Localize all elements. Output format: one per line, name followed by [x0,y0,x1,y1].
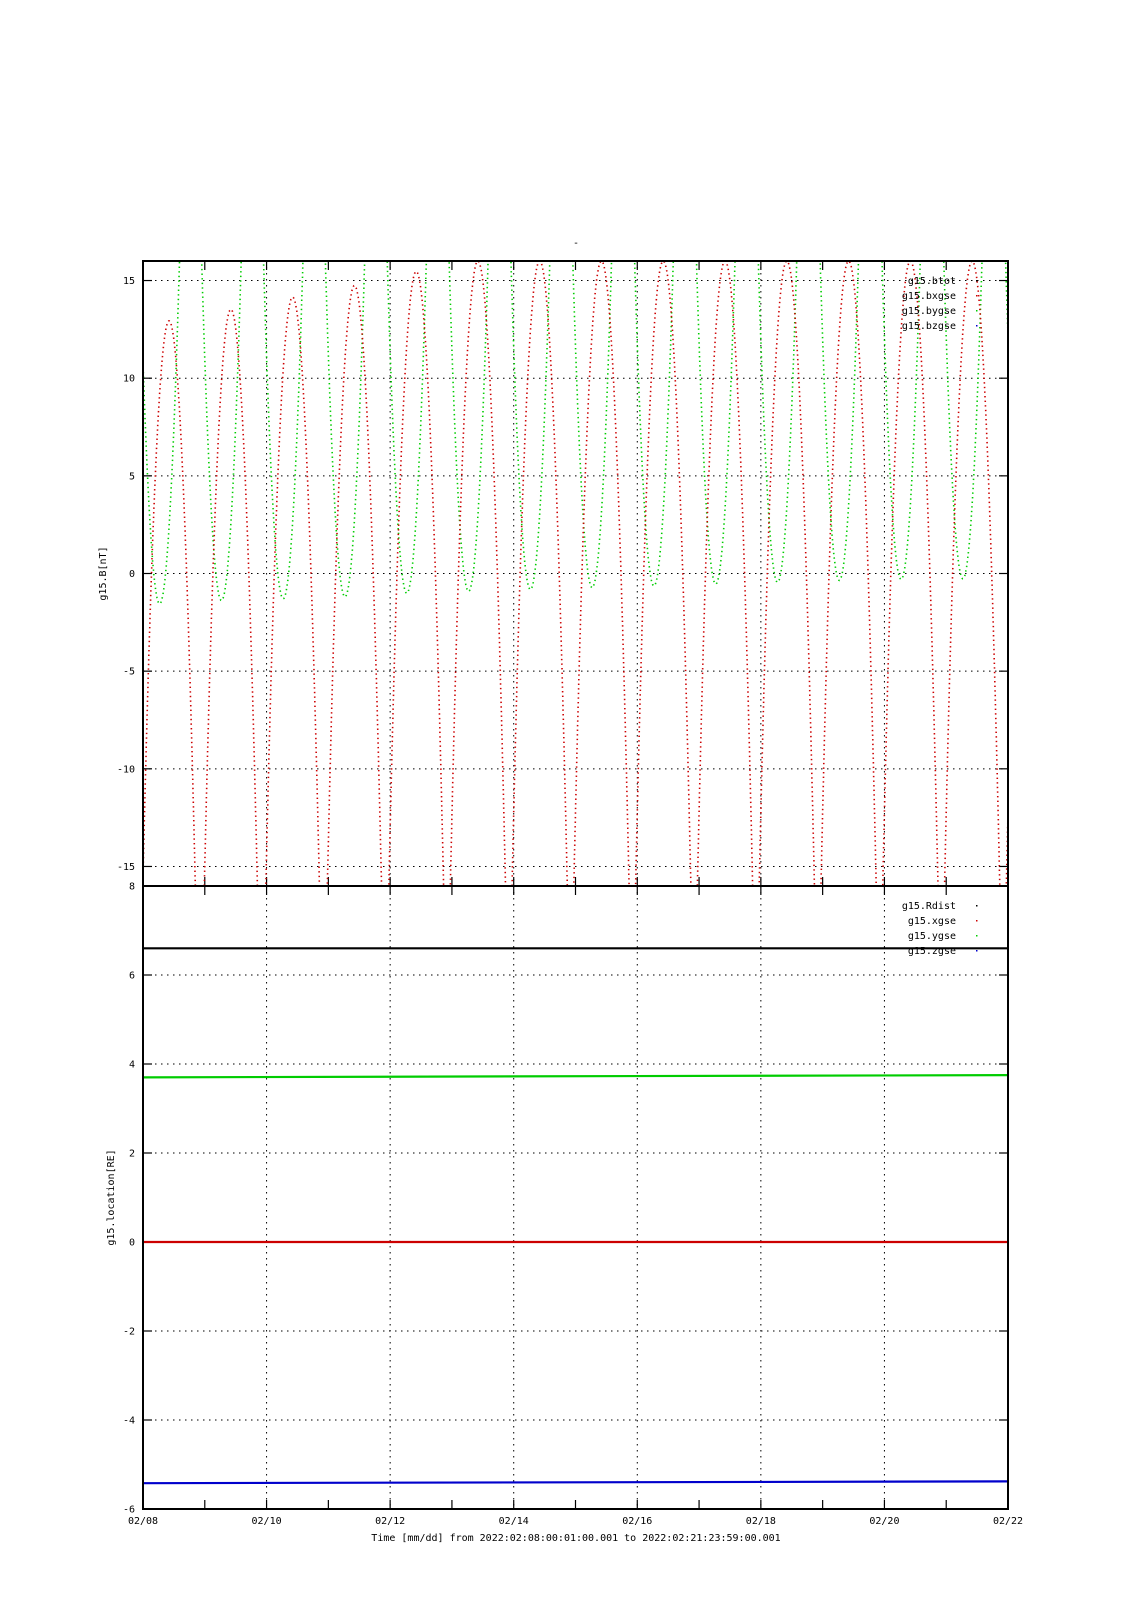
y-axis-label: g15.B[nT] [98,546,109,601]
legend-marker [976,950,978,952]
legend-marker [976,310,978,312]
legend-label: g15.bzgse [901,321,956,332]
x-tick-label: 02/16 [622,1516,653,1527]
y-tick-label: 0 [128,1237,135,1249]
y-tick-label: -2 [122,1326,135,1338]
y-tick-label: -6 [122,1504,135,1516]
legend-label: g15.Rdist [901,901,956,912]
y-axis-label: g15.location[RE] [106,1149,117,1246]
x-tick-label: 02/18 [745,1516,776,1527]
legend-marker [976,935,978,937]
x-tick-label: 02/22 [992,1516,1024,1527]
time-axis [128,1516,1023,1527]
legend-label: g15.xgse [907,916,956,927]
y-tick-label: -5 [122,666,135,678]
legend-marker [976,325,978,327]
legend-label: g15.zgse [907,946,956,957]
y-tick-label: -15 [116,861,135,873]
series-group [143,948,1008,1483]
legend-marker [976,295,978,297]
y-tick-label: 2 [128,1148,135,1160]
x-axis-label: Time [mm/dd] from 2022:02:08:00:01:00.001 to 2022:02:21:23:59:00.001 [371,1533,781,1544]
y-tick-label: 5 [128,471,135,483]
legend-label: g15.btot [907,276,956,287]
series-line-bxgse [143,261,1008,1094]
series-line-bygse [143,0,1008,604]
y-tick-label: -10 [116,764,135,776]
y-tick-label: 8 [128,881,135,893]
y-tick-label: 10 [122,373,135,385]
magnetic-field-panel [98,0,1008,1094]
plot-frame [143,886,1008,1509]
location-panel [106,882,1008,1516]
legend-marker [976,280,978,282]
x-tick-label: 02/12 [375,1516,406,1527]
x-tick-label: 02/10 [251,1516,282,1527]
figure-title-mark: - [572,238,580,249]
legend-label: g15.ygse [907,931,956,942]
x-tick-label: 02/20 [869,1516,900,1527]
series-line-zgse [143,1481,1008,1483]
y-tick-label: 4 [128,1059,135,1071]
series-group [143,0,1008,1094]
x-tick-label: 02/14 [498,1516,529,1527]
legend-label: g15.bygse [901,306,956,317]
series-line-ygse [143,1075,1008,1077]
y-tick-label: -4 [122,1415,135,1427]
legend-marker [976,905,978,907]
y-tick-label: 0 [128,569,135,580]
x-tick-label: 02/08 [127,1516,159,1527]
y-tick-label: 15 [122,276,135,288]
legend-marker [976,920,978,922]
y-tick-label: 6 [128,970,135,982]
legend-label: g15.bxgse [901,291,956,302]
